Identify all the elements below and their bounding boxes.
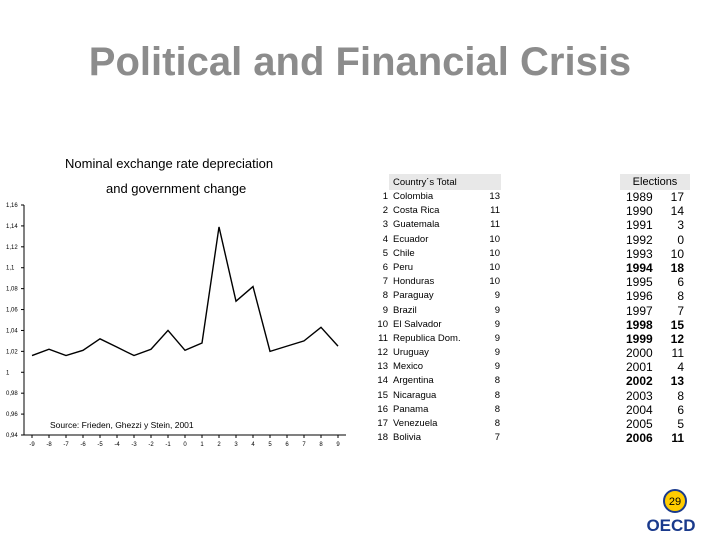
country-total: 10 <box>489 261 500 273</box>
election-row <box>620 346 690 360</box>
election-year: 1991 <box>626 218 653 233</box>
x-tick-label: -9 <box>29 442 35 448</box>
election-row <box>620 332 690 346</box>
election-row <box>620 190 690 204</box>
x-tick-label: 5 <box>268 442 272 448</box>
election-year: 1997 <box>626 303 653 318</box>
y-tick-label: 0,98 <box>6 391 18 398</box>
country-name: Costa Rica <box>393 205 440 217</box>
country-rank: 8 <box>382 290 388 302</box>
election-count: 12 <box>670 331 684 346</box>
country-total: 8 <box>494 389 500 401</box>
country-row <box>372 318 502 332</box>
x-tick-label: -2 <box>148 442 154 448</box>
country-name: Chile <box>393 247 415 259</box>
x-tick-label: 1 <box>200 442 204 448</box>
country-total: 10 <box>489 276 500 288</box>
country-total: 8 <box>494 375 500 387</box>
elections-table <box>620 174 690 445</box>
x-tick-label: -4 <box>114 442 120 448</box>
exchange-rate-line <box>32 227 338 356</box>
country-total: 9 <box>494 361 500 373</box>
election-year: 1990 <box>626 204 653 219</box>
country-total: 10 <box>489 247 500 259</box>
country-row <box>372 360 502 374</box>
election-count: 14 <box>670 204 684 219</box>
country-name: Guatemala <box>393 219 440 231</box>
election-row <box>620 261 690 275</box>
election-count: 8 <box>677 289 684 304</box>
election-row <box>620 389 690 403</box>
x-tick-label: 0 <box>183 442 187 448</box>
y-tick-label: 1,16 <box>6 203 18 209</box>
election-year: 2001 <box>626 360 653 375</box>
country-name: Panama <box>393 403 429 415</box>
election-year: 1992 <box>626 232 653 247</box>
x-tick-label: -1 <box>165 442 171 448</box>
x-tick-label: 6 <box>285 442 289 448</box>
election-row <box>620 403 690 417</box>
country-name: Uruguay <box>393 347 429 359</box>
country-name: Paraguay <box>393 290 434 302</box>
election-count: 18 <box>670 260 684 275</box>
country-row <box>372 247 502 261</box>
country-name: Venezuela <box>393 418 438 429</box>
election-count: 11 <box>671 346 684 361</box>
country-row <box>372 261 502 275</box>
election-year: 1995 <box>626 275 653 290</box>
country-rank: 17 <box>377 418 388 429</box>
country-total: 9 <box>494 332 500 344</box>
country-rank: 1 <box>382 191 388 202</box>
election-year: 1998 <box>626 317 653 332</box>
y-tick-label: 1 <box>6 370 10 377</box>
country-row <box>372 332 502 346</box>
country-rank: 5 <box>382 247 388 259</box>
country-rank: 13 <box>377 361 388 373</box>
y-tick-label: 1,06 <box>6 307 18 314</box>
x-tick-label: 7 <box>302 442 306 448</box>
x-tick-label: -7 <box>63 442 69 448</box>
election-count: 17 <box>670 190 684 204</box>
country-row <box>372 204 502 218</box>
country-table <box>372 174 502 445</box>
country-rank: 6 <box>382 261 388 273</box>
country-name: Brazil <box>393 304 417 316</box>
election-row <box>620 431 690 445</box>
country-total: 11 <box>490 205 500 217</box>
country-name: Ecuador <box>393 233 429 245</box>
country-rank: 14 <box>377 375 388 387</box>
country-total: 8 <box>494 403 500 415</box>
election-row <box>620 275 690 289</box>
country-row <box>372 275 502 289</box>
election-count: 4 <box>677 360 684 375</box>
country-table-header: Country´s Total <box>389 174 501 190</box>
country-row <box>372 304 502 318</box>
elections-table-header: Elections <box>620 174 690 190</box>
election-count: 10 <box>670 246 684 261</box>
x-tick-label: 8 <box>319 442 323 448</box>
election-year: 2006 <box>626 431 653 446</box>
x-tick-label: -6 <box>80 442 86 448</box>
country-total: 9 <box>494 290 500 302</box>
country-rank: 18 <box>377 432 388 444</box>
y-tick-label: 0,96 <box>6 412 18 419</box>
x-tick-label: 2 <box>217 442 221 448</box>
country-name: Mexico <box>393 361 424 373</box>
election-year: 1993 <box>626 246 653 261</box>
election-count: 11 <box>671 431 684 446</box>
country-name: Argentina <box>393 375 434 387</box>
election-year: 1989 <box>626 190 653 204</box>
country-rank: 11 <box>378 332 388 344</box>
country-name: Bolivia <box>393 432 421 444</box>
country-rank: 15 <box>377 389 388 401</box>
country-row <box>372 190 502 204</box>
country-rank: 12 <box>377 347 388 359</box>
source-annotation: Source: Frieden, Ghezzi y Stein, 2001 <box>50 420 194 430</box>
country-total: 8 <box>494 418 500 429</box>
country-row <box>372 403 502 417</box>
y-tick-label: 1,04 <box>6 328 18 335</box>
election-year: 2005 <box>626 417 653 431</box>
page-number: 29 <box>668 496 682 508</box>
country-name: Colombia <box>393 191 434 202</box>
oecd-logo <box>640 488 702 534</box>
election-row <box>620 204 690 218</box>
country-name: Republica Dom. <box>393 332 461 344</box>
election-count: 8 <box>677 388 684 403</box>
exchange-rate-chart <box>0 195 365 457</box>
oecd-wordmark: OECD <box>646 516 696 534</box>
x-tick-label: -5 <box>97 442 103 448</box>
country-rank: 2 <box>382 205 388 217</box>
y-tick-label: 1,1 <box>6 265 15 272</box>
country-row <box>372 233 502 247</box>
election-row <box>620 417 690 431</box>
election-row <box>620 374 690 388</box>
election-count: 15 <box>670 317 684 332</box>
country-row <box>372 289 502 303</box>
country-rank: 9 <box>382 304 388 316</box>
country-row <box>372 346 502 360</box>
election-count: 3 <box>677 218 684 233</box>
election-year: 2000 <box>626 346 653 361</box>
chart-title-line1: Nominal exchange rate depreciation <box>65 156 274 171</box>
country-total: 9 <box>494 318 500 330</box>
election-year: 2003 <box>626 388 653 403</box>
x-tick-label: -8 <box>46 442 52 448</box>
election-year: 1994 <box>626 260 653 275</box>
election-count: 6 <box>677 275 684 290</box>
country-name: Nicaragua <box>393 389 437 401</box>
country-name: El Salvador <box>393 318 442 330</box>
country-total: 7 <box>494 432 500 444</box>
country-rank: 4 <box>382 233 388 245</box>
slide-title: Political and Financial Crisis <box>88 40 632 84</box>
country-row <box>372 417 502 431</box>
y-tick-label: 1,02 <box>6 349 18 356</box>
x-tick-label: 4 <box>251 442 255 448</box>
election-count: 7 <box>677 303 684 318</box>
election-row <box>620 247 690 261</box>
election-row <box>620 360 690 374</box>
election-year: 2004 <box>626 402 653 417</box>
country-total: 11 <box>490 219 500 231</box>
country-total: 10 <box>489 233 500 245</box>
election-year: 2002 <box>626 374 653 389</box>
country-total: 9 <box>494 304 500 316</box>
election-row <box>620 218 690 232</box>
country-total: 13 <box>489 191 500 202</box>
country-name: Peru <box>393 261 414 273</box>
election-count: 6 <box>677 402 684 417</box>
country-row <box>372 431 502 445</box>
country-rank: 7 <box>382 276 388 288</box>
y-tick-label: 1,12 <box>6 244 18 251</box>
country-rank: 16 <box>377 403 388 415</box>
country-rank: 10 <box>377 318 388 330</box>
chart-title-line2: and government change <box>106 181 247 196</box>
x-tick-label: 9 <box>336 442 340 448</box>
election-row <box>620 289 690 303</box>
election-row <box>620 318 690 332</box>
election-count: 13 <box>670 374 684 389</box>
election-count: 0 <box>677 232 684 247</box>
election-row <box>620 304 690 318</box>
election-year: 1999 <box>626 331 653 346</box>
y-tick-label: 1,14 <box>6 223 18 230</box>
country-rank: 3 <box>382 219 388 231</box>
country-total: 9 <box>494 347 500 359</box>
country-name: Honduras <box>393 276 435 288</box>
country-row <box>372 374 502 388</box>
election-row <box>620 233 690 247</box>
x-tick-label: -3 <box>131 442 137 448</box>
election-year: 1996 <box>626 289 653 304</box>
election-count: 5 <box>677 417 684 431</box>
y-tick-label: 1,08 <box>6 286 18 293</box>
x-tick-label: 3 <box>234 442 238 448</box>
y-tick-label: 0,94 <box>6 433 18 439</box>
country-row <box>372 218 502 232</box>
country-row <box>372 389 502 403</box>
